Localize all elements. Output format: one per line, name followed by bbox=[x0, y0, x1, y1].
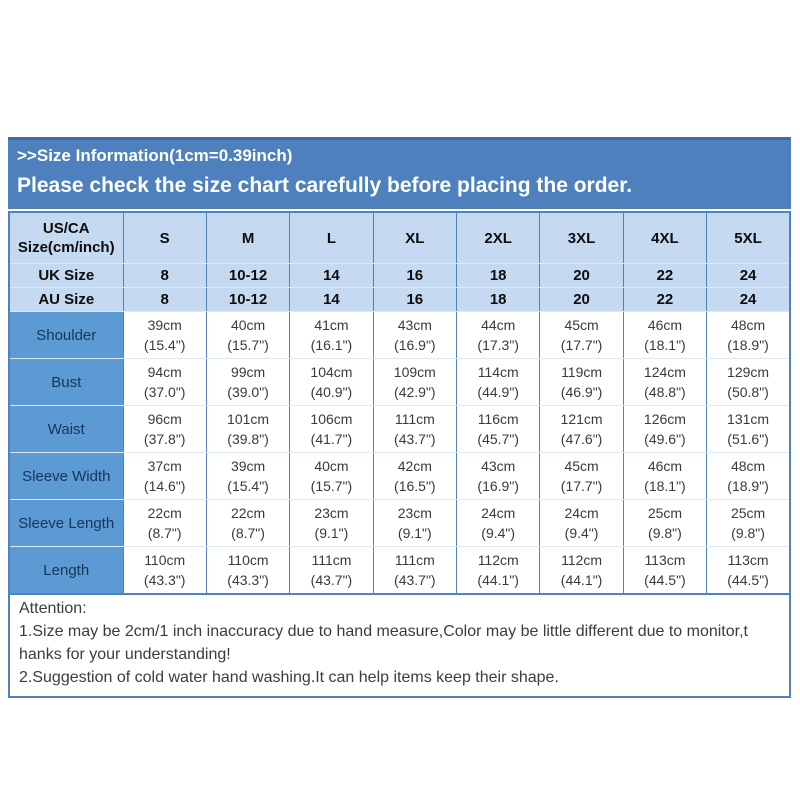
value-cm: 110cm bbox=[144, 552, 186, 568]
value-inch: (50.8") bbox=[727, 384, 769, 400]
value-inch: (42.9") bbox=[394, 384, 436, 400]
value-cm: 22cm bbox=[230, 505, 266, 521]
measurement-row bbox=[9, 547, 790, 595]
value-inch: (17.3") bbox=[477, 337, 519, 353]
size-conversion-row bbox=[9, 264, 790, 288]
value-inch: (44.1") bbox=[477, 572, 519, 588]
value-inch: (43.3") bbox=[143, 572, 186, 588]
value-cm: 116cm bbox=[477, 411, 519, 427]
measurement-value-cell bbox=[123, 359, 206, 406]
measurement-value-cell bbox=[707, 359, 790, 406]
value-cm: 113cm bbox=[644, 552, 686, 568]
measurement-row bbox=[9, 312, 790, 359]
corner-header bbox=[9, 212, 123, 264]
measurement-value-cell bbox=[623, 359, 706, 406]
size-row-label: AU Size bbox=[9, 288, 123, 312]
value-inch: (40.9") bbox=[310, 384, 353, 400]
value-cm: 119cm bbox=[561, 364, 603, 380]
size-conversion-row bbox=[9, 288, 790, 312]
measurement-value-cell bbox=[623, 312, 706, 359]
size-value-cell: 16 bbox=[373, 288, 456, 312]
size-value-cell: 16 bbox=[373, 264, 456, 288]
measurement-value-cell bbox=[457, 453, 540, 500]
size-column-header: L bbox=[290, 212, 373, 264]
size-value-cell: 18 bbox=[457, 288, 540, 312]
size-column-header: S bbox=[123, 212, 206, 264]
value-inch: (16.9") bbox=[394, 337, 436, 353]
measurement-value-cell bbox=[123, 453, 206, 500]
measurement-label: Sleeve Length bbox=[9, 500, 123, 547]
measurement-value-cell bbox=[623, 406, 706, 453]
measurement-value-cell bbox=[206, 547, 289, 595]
value-cm: 114cm bbox=[477, 364, 519, 380]
size-value-cell: 8 bbox=[123, 288, 206, 312]
value-inch: (44.5") bbox=[727, 572, 769, 588]
measurement-row bbox=[9, 359, 790, 406]
value-cm: 131cm bbox=[727, 411, 770, 427]
value-cm: 40cm bbox=[314, 458, 349, 474]
value-cm: 45cm bbox=[564, 317, 599, 333]
measurement-value-cell bbox=[623, 500, 706, 547]
measurement-value-cell bbox=[373, 312, 456, 359]
value-inch: (18.1") bbox=[644, 337, 686, 353]
value-inch: (37.8") bbox=[143, 431, 186, 447]
size-information-heading: >>Size Information(1cm=0.39inch) bbox=[17, 146, 293, 165]
measurement-value-cell bbox=[290, 312, 373, 359]
value-inch: (8.7") bbox=[231, 525, 265, 541]
measurement-row bbox=[9, 453, 790, 500]
measurement-value-cell bbox=[707, 453, 790, 500]
measurement-value-cell bbox=[457, 500, 540, 547]
value-inch: (8.7") bbox=[147, 525, 182, 541]
value-cm: 109cm bbox=[393, 364, 436, 380]
value-cm: 46cm bbox=[647, 458, 683, 474]
measurement-label: Bust bbox=[9, 359, 123, 406]
measurement-value-cell bbox=[373, 359, 456, 406]
measurement-value-cell bbox=[206, 406, 289, 453]
size-column-header: M bbox=[206, 212, 289, 264]
info-banner bbox=[8, 137, 791, 209]
measurement-value-cell bbox=[123, 406, 206, 453]
size-value-cell: 14 bbox=[290, 264, 373, 288]
size-column-header: 5XL bbox=[707, 212, 790, 264]
size-value-cell: 20 bbox=[540, 264, 623, 288]
value-inch: (18.1") bbox=[644, 478, 686, 494]
value-cm: 48cm bbox=[730, 317, 766, 333]
value-cm: 25cm bbox=[730, 505, 766, 521]
value-inch: (9.8") bbox=[648, 525, 682, 541]
size-column-header: 3XL bbox=[540, 212, 623, 264]
value-cm: 99cm bbox=[230, 364, 266, 380]
value-inch: (51.6") bbox=[727, 431, 769, 447]
size-value-cell: 24 bbox=[707, 288, 790, 312]
value-inch: (15.7") bbox=[310, 478, 353, 494]
value-cm: 40cm bbox=[230, 317, 266, 333]
value-cm: 48cm bbox=[730, 458, 766, 474]
size-value-cell: 24 bbox=[707, 264, 790, 288]
measurement-value-cell bbox=[206, 500, 289, 547]
measurement-value-cell bbox=[540, 406, 623, 453]
value-cm: 41cm bbox=[314, 317, 349, 333]
value-inch: (14.6") bbox=[143, 478, 186, 494]
value-cm: 124cm bbox=[643, 364, 686, 380]
measurement-value-cell bbox=[457, 312, 540, 359]
value-inch: (39.0") bbox=[227, 384, 269, 400]
value-cm: 25cm bbox=[647, 505, 683, 521]
attention-title: Attention: bbox=[19, 600, 87, 617]
size-column-header: 2XL bbox=[457, 212, 540, 264]
measurement-value-cell bbox=[623, 547, 706, 595]
value-cm: 46cm bbox=[647, 317, 683, 333]
value-cm: 43cm bbox=[481, 458, 516, 474]
measurement-value-cell bbox=[373, 406, 456, 453]
value-inch: (46.9") bbox=[560, 384, 603, 400]
measurement-value-cell bbox=[457, 547, 540, 595]
size-column-header: 4XL bbox=[623, 212, 706, 264]
measurement-value-cell bbox=[540, 312, 623, 359]
measurement-value-cell bbox=[457, 406, 540, 453]
measurement-value-cell bbox=[123, 500, 206, 547]
size-table bbox=[8, 211, 791, 595]
value-inch: (18.9") bbox=[727, 478, 769, 494]
value-inch: (44.5") bbox=[644, 572, 686, 588]
size-value-cell: 10-12 bbox=[206, 288, 289, 312]
value-inch: (17.7") bbox=[560, 337, 603, 353]
value-inch: (16.9") bbox=[477, 478, 519, 494]
value-cm: 112cm bbox=[561, 552, 603, 568]
value-inch: (9.1") bbox=[314, 525, 349, 541]
value-cm: 129cm bbox=[727, 364, 770, 380]
value-cm: 37cm bbox=[147, 458, 182, 474]
value-inch: (43.7") bbox=[394, 572, 436, 588]
measurement-label: Waist bbox=[9, 406, 123, 453]
measurement-value-cell bbox=[123, 547, 206, 595]
size-value-cell: 14 bbox=[290, 288, 373, 312]
attention-line-2: hanks for your understanding! bbox=[19, 646, 231, 663]
measurement-value-cell bbox=[707, 312, 790, 359]
value-cm: 111cm bbox=[311, 552, 352, 568]
value-cm: 112cm bbox=[477, 552, 519, 568]
measurement-value-cell bbox=[373, 500, 456, 547]
measurement-value-cell bbox=[540, 547, 623, 595]
measurement-value-cell bbox=[540, 453, 623, 500]
value-inch: (49.6") bbox=[644, 431, 686, 447]
measurement-value-cell bbox=[457, 359, 540, 406]
value-cm: 121cm bbox=[560, 411, 603, 427]
value-inch: (9.4") bbox=[481, 525, 516, 541]
value-cm: 22cm bbox=[147, 505, 182, 521]
value-cm: 96cm bbox=[147, 411, 182, 427]
value-inch: (16.1") bbox=[310, 337, 353, 353]
value-inch: (47.6") bbox=[560, 431, 603, 447]
corner-header-line2: Size(cm/inch) bbox=[17, 239, 115, 256]
size-column-header: XL bbox=[373, 212, 456, 264]
measurement-value-cell bbox=[290, 547, 373, 595]
attention-note bbox=[8, 595, 791, 698]
check-size-chart-notice: Please check the size chart carefully before placing the order. bbox=[17, 174, 633, 197]
value-cm: 106cm bbox=[310, 411, 353, 427]
measurement-value-cell bbox=[373, 453, 456, 500]
value-inch: (41.7") bbox=[310, 431, 353, 447]
value-inch: (44.1") bbox=[560, 572, 603, 588]
value-cm: 104cm bbox=[310, 364, 353, 380]
value-inch: (15.4") bbox=[227, 478, 269, 494]
measurement-row bbox=[9, 406, 790, 453]
value-cm: 111cm bbox=[394, 552, 435, 568]
value-inch: (17.7") bbox=[560, 478, 603, 494]
attention-line-1: 1.Size may be 2cm/1 inch inaccuracy due to hand measure,Color may be little different due to monitor,t bbox=[19, 623, 748, 640]
value-inch: (45.7") bbox=[477, 431, 519, 447]
corner-header-line1: US/CA bbox=[42, 220, 90, 237]
value-inch: (48.8") bbox=[644, 384, 686, 400]
value-inch: (15.7") bbox=[227, 337, 269, 353]
measurement-value-cell bbox=[373, 547, 456, 595]
value-cm: 42cm bbox=[397, 458, 432, 474]
measurement-value-cell bbox=[290, 359, 373, 406]
value-inch: (9.1") bbox=[397, 525, 432, 541]
value-cm: 113cm bbox=[727, 552, 769, 568]
value-cm: 24cm bbox=[564, 505, 599, 521]
value-cm: 110cm bbox=[227, 552, 269, 568]
value-cm: 43cm bbox=[397, 317, 432, 333]
size-chart-content bbox=[8, 137, 791, 698]
measurement-value-cell bbox=[290, 453, 373, 500]
measurement-value-cell bbox=[290, 500, 373, 547]
value-cm: 45cm bbox=[564, 458, 599, 474]
value-inch: (44.9") bbox=[477, 384, 519, 400]
value-cm: 24cm bbox=[481, 505, 516, 521]
value-inch: (9.8") bbox=[731, 525, 765, 541]
value-inch: (37.0") bbox=[143, 384, 186, 400]
attention-line-3: 2.Suggestion of cold water hand washing.It can help items keep their shape. bbox=[19, 669, 559, 686]
value-inch: (18.9") bbox=[727, 337, 769, 353]
size-row-label: UK Size bbox=[9, 264, 123, 288]
measurement-label: Shoulder bbox=[9, 312, 123, 359]
value-inch: (43.3") bbox=[227, 572, 269, 588]
measurement-value-cell bbox=[123, 312, 206, 359]
value-inch: (43.7") bbox=[394, 431, 436, 447]
measurement-row bbox=[9, 500, 790, 547]
measurement-label: Length bbox=[9, 547, 123, 595]
value-cm: 101cm bbox=[227, 411, 270, 427]
header-row bbox=[9, 212, 790, 264]
value-cm: 44cm bbox=[481, 317, 516, 333]
value-cm: 39cm bbox=[230, 458, 266, 474]
size-value-cell: 20 bbox=[540, 288, 623, 312]
value-inch: (15.4") bbox=[143, 337, 186, 353]
value-cm: 111cm bbox=[394, 411, 435, 427]
measurement-value-cell bbox=[206, 359, 289, 406]
measurement-value-cell bbox=[540, 500, 623, 547]
measurement-label: Sleeve Width bbox=[9, 453, 123, 500]
measurement-value-cell bbox=[623, 453, 706, 500]
value-cm: 23cm bbox=[397, 505, 432, 521]
size-table-body bbox=[9, 264, 790, 595]
measurement-value-cell bbox=[707, 500, 790, 547]
measurement-value-cell bbox=[206, 312, 289, 359]
size-value-cell: 8 bbox=[123, 264, 206, 288]
size-value-cell: 22 bbox=[623, 264, 706, 288]
size-value-cell: 10-12 bbox=[206, 264, 289, 288]
measurement-value-cell bbox=[540, 359, 623, 406]
value-inch: (16.5") bbox=[394, 478, 436, 494]
measurement-value-cell bbox=[707, 547, 790, 595]
value-cm: 23cm bbox=[314, 505, 349, 521]
size-value-cell: 22 bbox=[623, 288, 706, 312]
measurement-value-cell bbox=[290, 406, 373, 453]
value-inch: (43.7") bbox=[310, 572, 353, 588]
size-value-cell: 18 bbox=[457, 264, 540, 288]
value-cm: 94cm bbox=[147, 364, 182, 380]
value-inch: (9.4") bbox=[564, 525, 599, 541]
measurement-value-cell bbox=[707, 406, 790, 453]
value-cm: 39cm bbox=[147, 317, 182, 333]
value-cm: 126cm bbox=[643, 411, 686, 427]
value-inch: (39.8") bbox=[227, 431, 269, 447]
measurement-value-cell bbox=[206, 453, 289, 500]
